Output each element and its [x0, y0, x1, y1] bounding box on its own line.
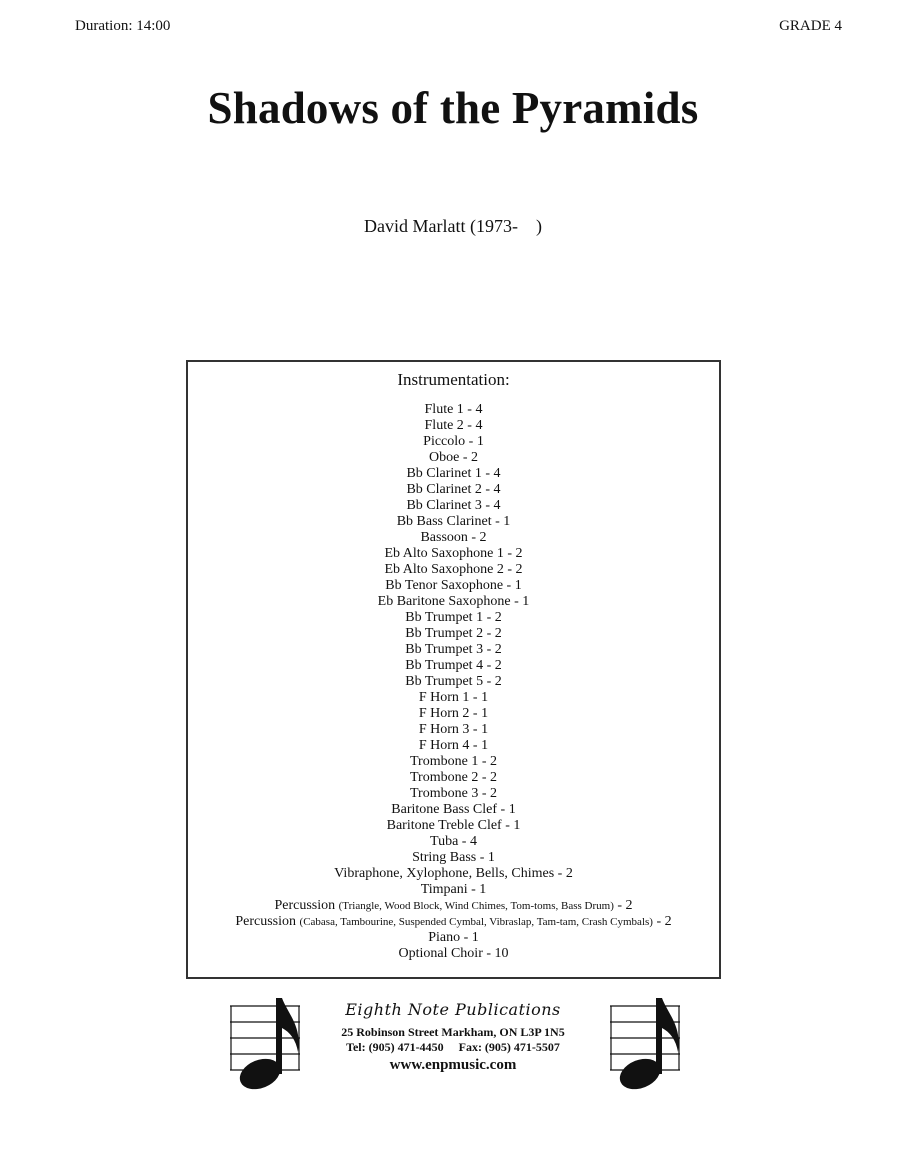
instrument-name: Bb Bass Clarinet - 1 [396, 514, 511, 529]
instrument-item [188, 914, 719, 930]
publisher-contact: Tel: (905) 471-4450 Fax: (905) 471-5507 [346, 1040, 560, 1054]
instrumentation-list [188, 402, 719, 962]
instrument-item [188, 418, 719, 434]
instrument-item [188, 898, 719, 914]
page-title: Shadows of the Pyramids [207, 83, 699, 133]
instrument-name: Bb Tenor Saxophone - 1 [385, 578, 522, 593]
grade-label: GRADE 4 [779, 18, 842, 34]
instrument-item [188, 866, 719, 882]
instrument-item [188, 482, 719, 498]
eighth-note-logo-icon [230, 992, 300, 1090]
instrument-name: Baritone Treble Clef - 1 [386, 818, 521, 833]
instrument-name: F Horn 3 - 1 [418, 722, 489, 737]
instrument-name: F Horn 4 - 1 [418, 738, 489, 753]
instrument-name: Trombone 3 - 2 [410, 786, 497, 801]
instrument-name: Trombone 2 - 2 [410, 770, 497, 785]
instrument-name: Timpani - 1 [420, 882, 487, 897]
instrument-item [188, 450, 719, 466]
instrument-name: Piccolo - 1 [423, 434, 484, 449]
instrument-item [188, 802, 719, 818]
instrument-item [188, 642, 719, 658]
instrument-name: Bb Trumpet 1 - 2 [405, 610, 502, 625]
instrument-name: Trombone 1 - 2 [410, 754, 497, 769]
instrument-name: Bb Clarinet 3 - 4 [406, 498, 501, 513]
instrument-item [188, 722, 719, 738]
instrumentation-heading: Instrumentation: [397, 370, 510, 389]
instrument-name: String Bass - 1 [412, 850, 495, 865]
instrument-detail: (Cabasa, Tambourine, Suspended Cymbal, Vibraslap, Tam-tam, Crash Cymbals) [299, 916, 653, 928]
instrument-item [188, 818, 719, 834]
instrument-name: Baritone Bass Clef - 1 [391, 802, 516, 817]
instrument-item [188, 434, 719, 450]
eighth-note-logo-icon [610, 992, 680, 1090]
composer: David Marlatt (1973- ) [364, 216, 542, 236]
instrument-item [188, 610, 719, 626]
instrument-item [188, 706, 719, 722]
instrument-item [188, 690, 719, 706]
instrumentation-box [186, 360, 721, 979]
instrument-name: Eb Alto Saxophone 2 - 2 [384, 562, 523, 577]
instrument-name: Percussion [235, 914, 297, 929]
instrument-name: Flute 2 - 4 [424, 418, 483, 433]
instrument-name: Bb Clarinet 1 - 4 [406, 466, 501, 481]
instrument-name: Piano - 1 [428, 930, 479, 945]
instrument-name: Oboe - 2 [429, 450, 478, 465]
instrument-item [188, 466, 719, 482]
instrument-count: - 2 [617, 898, 633, 913]
instrument-item [188, 834, 719, 850]
instrument-item [188, 498, 719, 514]
publisher-name: Eighth Note Publications [345, 1000, 561, 1019]
instrument-item [188, 594, 719, 610]
publisher-block [300, 1000, 606, 1075]
instrument-count: - 2 [656, 914, 672, 929]
instrument-name: Optional Choir - 10 [398, 946, 509, 961]
instrument-item [188, 850, 719, 866]
instrument-item [188, 738, 719, 754]
instrument-name: Bb Trumpet 3 - 2 [405, 642, 502, 657]
instrument-item [188, 882, 719, 898]
instrument-name: Bb Clarinet 2 - 4 [406, 482, 501, 497]
instrument-name: F Horn 2 - 1 [418, 706, 489, 721]
instrument-name: Eb Alto Saxophone 1 - 2 [384, 546, 523, 561]
instrument-item [188, 578, 719, 594]
instrument-name: Bb Trumpet 5 - 2 [405, 674, 502, 689]
instrument-item [188, 930, 719, 946]
instrument-item [188, 786, 719, 802]
instrument-name: F Horn 1 - 1 [418, 690, 489, 705]
instrument-item [188, 514, 719, 530]
instrument-item [188, 674, 719, 690]
publisher-website[interactable]: www.enpmusic.com [389, 1057, 517, 1073]
instrument-item [188, 626, 719, 642]
publisher-address: 25 Robinson Street Markham, ON L3P 1N5 [341, 1025, 565, 1039]
instrument-item [188, 754, 719, 770]
duration-label: Duration: 14:00 [75, 18, 171, 34]
instrument-name: Eb Baritone Saxophone - 1 [377, 594, 530, 609]
instrument-item [188, 530, 719, 546]
instrument-item [188, 658, 719, 674]
instrument-detail: (Triangle, Wood Block, Wind Chimes, Tom-toms, Bass Drum) [338, 900, 614, 912]
instrument-name: Vibraphone, Xylophone, Bells, Chimes - 2 [334, 866, 573, 881]
instrument-name: Bb Trumpet 4 - 2 [405, 658, 502, 673]
instrument-name: Bb Trumpet 2 - 2 [405, 626, 502, 641]
instrument-name: Bassoon - 2 [420, 530, 487, 545]
instrument-name: Tuba - 4 [430, 834, 477, 849]
instrument-item [188, 946, 719, 962]
instrument-item [188, 546, 719, 562]
instrument-name: Flute 1 - 4 [424, 402, 483, 417]
instrument-name: Percussion [274, 898, 336, 913]
instrument-item [188, 770, 719, 786]
instrument-item [188, 402, 719, 418]
instrument-item [188, 562, 719, 578]
